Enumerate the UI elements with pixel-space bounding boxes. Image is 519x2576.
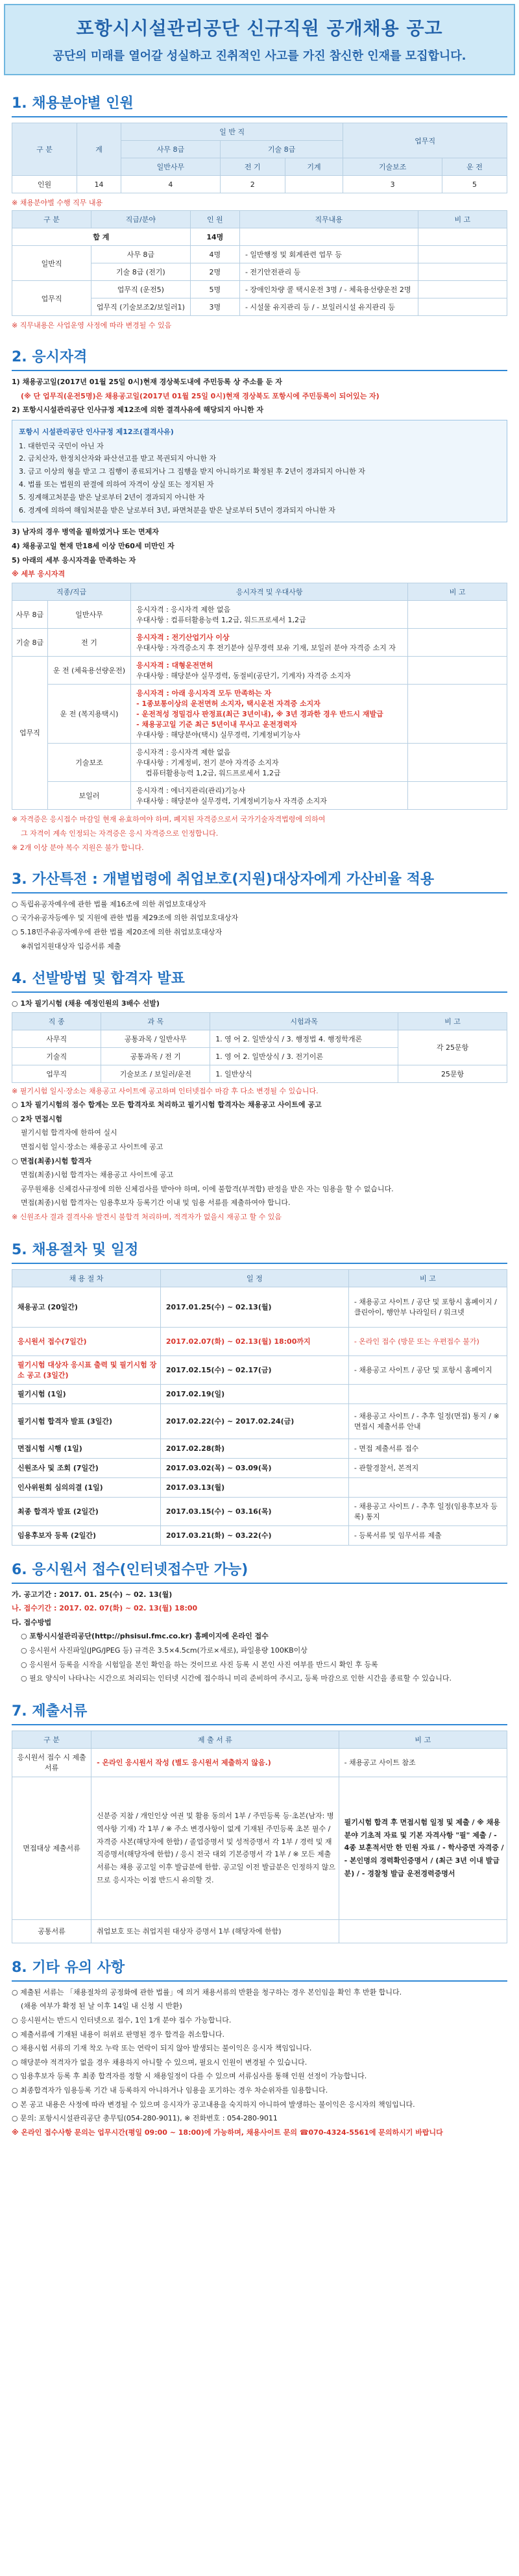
table-cell: - 시설물 유지관리 등 / - 보일러시설 유지관리 등 [239, 298, 418, 316]
table-cell: 임용후보자 등록 (2일간) [12, 1525, 161, 1545]
qual-item: 응시자격 : 에너지관리(관리)기능사 [136, 786, 246, 795]
table-cell: 기술보조 [47, 743, 130, 781]
table-header: 비 고 [348, 1269, 507, 1287]
table-cell: 각 25문항 [398, 1030, 507, 1065]
table-header: 구 분 [12, 211, 91, 228]
table-header: 직종/직급 [12, 583, 131, 600]
table-cell [418, 246, 507, 263]
table-cell: 필기시험 합격 후 면접시험 일정 및 제출 / ※ 채용분야 기초적 자료 및 기본 자격사항 "필" 제출 / - 4종 보훈적서만 한 민원 자료 / - 학사증면 자격증 / - 본인명의 경력확인증명서 / (최근 3년 이내 발급분) / - 경찰청 발급 운전경력증명서 [339, 1777, 507, 1919]
list-item: ※취업지원대상자 입증서류 제출 [21, 942, 121, 951]
table-cell: 2017.02.07(화) ~ 02.13(월) 18:00까지 [160, 1327, 348, 1355]
qual-item: 우대사항 : 자격증소지 후 전기분야 실무경력 보유 기재, 보일러 분야 자격증 소지 자 [136, 643, 396, 652]
qual-item: 응시자격 : 대형운전면허 [136, 661, 213, 670]
table-cell: - 채용공고 사이트 / 공단 및 포항시 홈페이지 / 클린아이, 행안부 나라일터 / 워크넷 [348, 1287, 507, 1327]
qualification-note: 그 자격이 계속 인정되는 자격증은 응시 자격증으로 인정합니다. [21, 829, 219, 838]
qual-item: 응시자격 : 전기산업기사 이상 [136, 633, 230, 642]
selection-line: ※ 필기시험 일시·장소는 채용공고 사이트에 공고하며 인터넷접수 마감 후 다소 변경될 수 있습니다. [12, 1086, 319, 1095]
list-item: 4. 법률 또는 법원의 판결에 의하여 자격이 상실 또는 정지된 자 [19, 480, 214, 489]
table-cell: 14명 [190, 228, 239, 246]
section-title: 7. 제출서류 [12, 1687, 507, 1725]
list-item: 6. 경계에 의하여 해임처분을 받은 날로부터 3년, 파면처분을 받은 날로부터 5년이 경과되지 아니한 자 [19, 505, 335, 515]
exam-table [12, 1012, 507, 1083]
table-cell: - 채용공고 사이트 / - 추후 일정(임용후보자 등록) 통지 [348, 1497, 507, 1525]
table-header: 사무 8급 [121, 141, 221, 158]
table-cell [408, 656, 507, 684]
table-cell: 기술보조 / 보일러/운전 [101, 1065, 210, 1082]
table-cell: 5명 [190, 281, 239, 298]
table-cell: - 온라인 응시원서 작성 (별도 응시원서 제출하지 않음.) [91, 1748, 339, 1777]
table-cell: - 온라인 접수 (방문 또는 우편접수 불가) [348, 1327, 507, 1355]
table-header: 구 분 [12, 1731, 91, 1748]
table-cell: - 채용공고 사이트 참조 [339, 1748, 507, 1777]
table-cell: 사무 8급 [91, 246, 191, 263]
selection-line: 공무원채용 신체검사규정에 의한 신체검사를 받아야 하며, 이에 불합격(부적합) 판정을 받은 자는 임용을 할 수 없습니다. [21, 1184, 394, 1193]
table-header: 시험과목 [210, 1012, 398, 1030]
table-cell: - 채용공고 사이트 / 공단 및 포항시 홈페이지 [348, 1355, 507, 1384]
table-cell: 기술 8급 (전기) [91, 263, 191, 281]
table-cell: 3 [343, 176, 442, 193]
table-cell: - 채용공고 사이트 / - 추후 일정(면접) 통지 / ※면접시 제출서류 안내 [348, 1403, 507, 1439]
table-cell [131, 684, 408, 743]
disqualification-box [12, 420, 507, 523]
table-cell: 사무직 [12, 1030, 101, 1047]
table-header: 비 고 [398, 1012, 507, 1030]
qual-item: 우대사항 : 해당분야 실무경력, 기계정비기능사 자격증 소지자 [136, 796, 327, 805]
table-cell [131, 628, 408, 656]
table-header: 인 원 [190, 211, 239, 228]
qualification-line: 5) 아래의 세부 응시자격을 만족하는 자 [12, 555, 136, 565]
section-bonus [12, 855, 507, 952]
notice-line: ○ 채용시험 서류의 기재 착오 누락 또는 연락이 되지 않아 발생되는 불이익은 응시자 책임입니다. [12, 2044, 312, 2053]
table-cell [408, 600, 507, 628]
selection-intro: ○ 1차 필기시험 (채용 예정인원의 3배수 선발) [12, 999, 160, 1008]
table-cell: 2017.02.22(수) ~ 2017.02.24(금) [160, 1403, 348, 1439]
qual-item: 우대사항 : 해당분야(택시) 실무경력, 기계정비기능사 [136, 730, 301, 739]
table-cell: 2017.02.15(수) ~ 02.17(금) [160, 1355, 348, 1384]
table-cell: 면접대상 제출서류 [12, 1777, 91, 1919]
table-cell: 기술 8급 [12, 628, 48, 656]
qualification-line: 4) 채용공고일 현재 만18세 이상 만60세 미만인 자 [12, 541, 175, 550]
table-header: 운 전 [442, 158, 507, 176]
notice-line: ※ 온라인 접수사항 문의는 업무시간(평일 09:00 ~ 18:00)에 가능하며, 채용사이트 문의 ☎070-4324-5561에 문의하시기 바랍니다 [12, 2128, 443, 2137]
table-cell: - 전기안전관리 등 [239, 263, 418, 281]
qualification-note: ※ 2개 이상 분야 복수 지원은 불가 합니다. [12, 843, 144, 852]
section-documents [12, 1687, 507, 1943]
list-item: ○ 국가유공자등예우 및 지원에 관한 법률 제29조에 의한 취업보호대상자 [12, 914, 239, 923]
application-line: ○ 필요 양식이 나타나는 시간으로 처리되는 인터넷 시간에 접수하니 미리 준비하여 주시고, 등록 마감으로 인한 시간을 종료할 수 있습니다. [21, 1674, 452, 1683]
table-cell [285, 176, 343, 193]
table-cell: 1. 영 어 2. 일반상식 / 3. 행정법 4. 행정학개론 [210, 1030, 398, 1047]
qual-item: 우대사항 : 컴퓨터활용능력 1,2급, 워드프로세서 1,2급 [136, 615, 306, 624]
table-cell: - 면접 제출서류 접수 [348, 1439, 507, 1458]
table-cell: 14 [77, 176, 121, 193]
table-cell: 신원조사 및 조회 (7일간) [12, 1458, 161, 1477]
selection-line: 필기시험 합격자에 한하여 실시 [21, 1128, 117, 1137]
section-title: 5. 채용절차 및 일정 [12, 1226, 507, 1264]
table-cell: 최종 합격자 발표 (2일간) [12, 1497, 161, 1525]
table-cell [418, 281, 507, 298]
table-cell [339, 1919, 507, 1943]
table-cell: 2017.03.13(월) [160, 1477, 348, 1497]
table-cell: 인사위원회 심의의결 (1일) [12, 1477, 161, 1497]
application-line: ○ 응시원서 등록을 시작을 시험일을 본인 확인을 하는 것이므로 사진 등록 시 본인 사진 여부를 반드시 확인 후 등록 [21, 1660, 378, 1669]
table-cell [408, 743, 507, 781]
table-header: 일 정 [160, 1269, 348, 1287]
table-cell [408, 781, 507, 809]
table-cell: 운 전 (체육용선량운전) [47, 656, 130, 684]
table-cell: 인원 [12, 176, 77, 193]
list-item: ○ 5.18민주유공자예우에 관한 법률 제20조에 의한 취업보호대상자 [12, 927, 223, 936]
qual-item: 응시자격 : 응시자격 제한 없음 [136, 747, 231, 757]
duty-table [12, 210, 507, 316]
selection-line: ○ 2차 면접시험 [12, 1114, 63, 1123]
list-item: 3. 금고 이상의 형을 받고 그 집행이 종료되거나 그 집행을 받지 아니하기로 확정된 후 2년이 경과되지 아니한 자 [19, 467, 365, 476]
table-cell [239, 228, 418, 246]
table-header: 비 고 [408, 583, 507, 600]
duty-note: ※ 채용분야별 수행 직무 내용 [12, 199, 103, 207]
table-cell: - 장애인차량 콜 택시운전 3명 / - 체육용선량운전 2명 [239, 281, 418, 298]
notice-line: ○ 문의: 포항시시설관리공단 총무팀(054-280-9011), ※ 전화번호 : 054-280-9011 [12, 2114, 278, 2123]
section-title: 2. 응시자격 [12, 333, 507, 371]
table-cell: 운 전 (복지용택시) [47, 684, 130, 743]
notice-header [4, 4, 515, 75]
section-schedule [12, 1226, 507, 1546]
table-cell: 4명 [190, 246, 239, 263]
selection-line: ※ 신원조사 결과 결격사유 발견시 불합격 처리하며, 적격자가 없을시 재공고 할 수 있음 [12, 1213, 282, 1222]
page-title: 포항시시설관리공단 신규직원 공개채용 공고 [76, 18, 443, 39]
selection-line: ○ 면접(최종)시험 합격자 [12, 1156, 91, 1165]
qual-item: - 운전적성 정밀검사 판정표(최근 3년이내), ※ 3년 경과한 경우 반드시 재발급 [136, 709, 383, 718]
table-cell: 업무직 (기술보조2/보일러1) [91, 298, 191, 316]
table-cell: 2017.03.15(수) ~ 03.16(목) [160, 1497, 348, 1525]
table-cell [131, 656, 408, 684]
table-cell [131, 600, 408, 628]
table-header: 일 반 직 [121, 123, 343, 141]
list-item: 1. 대한민국 국민이 아닌 자 [19, 441, 104, 450]
table-cell: 응시원서 접수 시 제출서류 [12, 1748, 91, 1777]
table-cell: 2017.02.28(화) [160, 1439, 348, 1458]
table-cell: 취업보호 또는 취업지원 대상자 증명서 1부 (해당자에 한함) [91, 1919, 339, 1943]
qualification-table [12, 583, 507, 810]
table-cell: 합 계 [12, 228, 191, 246]
qualification-line: (※ 단 업무직(운전5명)은 채용공고일(2017년 01월 25일 0시)현재 경상북도 포항시에 주민등록이 되어있는 자) [21, 391, 380, 400]
table-cell: 25문항 [398, 1065, 507, 1082]
notice-line: ○ 본 공고 내용은 사정에 따라 변경될 수 있으며 응시자가 공고내용을 숙지하지 아니하여 발생하는 불이익은 응시자의 책임입니다. [12, 2100, 415, 2109]
qual-item: - 채용공고일 기준 최근 5년이내 무사고 운전경력자 [136, 720, 297, 729]
selection-line: 면접(최종)시험 합격자는 임용후보자 등록기간 이내 및 임용 서류를 제출하여야 합니다. [21, 1198, 291, 1208]
box-title: 포항시 시설관리공단 인사규정 제12조(결격사유) [19, 427, 174, 436]
schedule-table [12, 1269, 507, 1546]
table-header: 기술보조 [343, 158, 442, 176]
table-header: 업무직 [343, 123, 507, 158]
table-header: 채 용 절 차 [12, 1269, 161, 1287]
table-cell: 공통과목 / 일반사무 [101, 1030, 210, 1047]
section-selection [12, 954, 507, 1223]
table-cell: 2017.03.21(화) ~ 03.22(수) [160, 1525, 348, 1545]
table-header: 직급/분야 [91, 211, 191, 228]
table-header: 구 분 [12, 123, 77, 176]
table-cell: 2 [220, 176, 285, 193]
table-cell: 공통과목 / 전 기 [101, 1047, 210, 1065]
qualification-line: 3) 남자의 경우 병역을 필하였거나 또는 면제자 [12, 528, 159, 537]
table-cell: 필기시험 (1일) [12, 1384, 161, 1403]
table-header: 응시자격 및 우대사항 [131, 583, 408, 600]
qual-item: 우대사항 : 해당분야 실무경력, 동절비(공단기, 기계자) 자격증 소지자 [136, 671, 351, 680]
table-cell: - 등록서류 및 임무서류 제출 [348, 1525, 507, 1545]
qual-item: - 1종보통이상의 운전면허 소지자, 택시운전 자격증 소지자 [136, 699, 320, 708]
section-title: 8. 기타 유의 사항 [12, 1943, 507, 1982]
table-cell: 업무직 [12, 1065, 101, 1082]
qualification-line: 2) 포항시시설관리공단 인사규정 제12조에 의한 결격사유에 해당되지 아니한 자 [12, 406, 264, 415]
table-cell: 2017.01.25(수) ~ 02.13(월) [160, 1287, 348, 1327]
table-cell: 업무직 [12, 656, 48, 809]
qual-item: 응시자격 : 아래 응시자격 모두 만족하는 자 [136, 688, 272, 698]
table-cell [408, 684, 507, 743]
table-cell: 면접시험 시행 (1일) [12, 1439, 161, 1458]
table-cell: 4 [121, 176, 221, 193]
table-cell: - 관할경찰서, 본적지 [348, 1458, 507, 1477]
table-header: 직 종 [12, 1012, 101, 1030]
table-header: 과 목 [101, 1012, 210, 1030]
table-cell: 기술직 [12, 1047, 101, 1065]
qualification-line: 1) 채용공고일(2017년 01월 25일 0시)현재 경상북도내에 주민등록 상 주소를 둔 자 [12, 378, 282, 386]
table-cell: 3명 [190, 298, 239, 316]
table-cell [418, 263, 507, 281]
application-line: 나. 접수기간 : 2017. 02. 07(화) ~ 02. 13(월) 18:00 [12, 1604, 198, 1613]
section-qualifications [12, 333, 507, 853]
duty-footnote: ※ 직무내용은 사업운영 사정에 따라 변경될 수 있음 [12, 321, 172, 330]
table-cell [348, 1477, 507, 1497]
table-cell: 일반직 [12, 246, 91, 281]
notice-line: ○ 최종합격자가 임용등록 기간 내 등록하지 아니하거나 임용을 포기하는 경우 차순위자를 임용합니다. [12, 2085, 328, 2095]
table-cell: 전 기 [47, 628, 130, 656]
notice-line: ○ 응시원서는 반드시 인터넷으로 접수, 1인 1개 분야 접수 가능합니다. [12, 2015, 232, 2024]
notice-line: ○ 제출서류에 기재된 내용이 허위로 판명된 경우 합격을 취소합니다. [12, 2030, 224, 2039]
list-item: ○ 독립유공자예우에 관한 법률 제16조에 의한 취업보호대상자 [12, 899, 206, 908]
table-header: 계 [77, 123, 121, 176]
table-header: 기술 8급 [220, 141, 343, 158]
table-header: 기계 [285, 158, 343, 176]
table-header: 비 고 [339, 1731, 507, 1748]
notice-line: ○ 해당분야 적격자가 없을 경우 채용하지 아니할 수 있으며, 필요시 인원이 변경될 수 있습니다. [12, 2058, 308, 2067]
table-cell [131, 743, 408, 781]
recruitment-table [12, 123, 507, 193]
table-header: 전 기 [220, 158, 285, 176]
table-cell: 보일러 [47, 781, 130, 809]
application-line: ○ 포항시시설관리공단(http://phsisul.fmc.co.kr) 홈페이지에 온라인 접수 [21, 1632, 269, 1641]
section-title: 4. 선발방법 및 합격자 발표 [12, 954, 507, 993]
qual-item: 컴퓨터활용능력 1,2급, 워드프로세서 1,2급 [145, 768, 281, 777]
table-header: 일반사무 [121, 158, 221, 176]
table-cell: 업무직 (운전5) [91, 281, 191, 298]
section-title: 1. 채용분야별 인원 [12, 79, 507, 117]
qualification-note: ※ 자격증은 응시접수 마감일 현재 유효하여야 하며, 폐지된 자격증으로서 국가기술자격법령에 의하여 [12, 814, 326, 823]
section-title: 6. 응시원서 접수(인터넷접수만 가능) [12, 1546, 507, 1584]
qual-item: 우대사항 : 기계정비, 전기 분야 자격증 소지자 [136, 758, 279, 767]
table-cell: 2017.02.19(일) [160, 1384, 348, 1403]
table-cell: 1. 일반상식 [210, 1065, 398, 1082]
qualification-line: ※ 세부 응시자격 [12, 570, 66, 579]
table-cell: 필기시험 합격자 발표 (3일간) [12, 1403, 161, 1439]
table-cell: 업무직 [12, 281, 91, 316]
section-title: 3. 가산특전 : 개별법령에 취업보호(지원)대상자에게 가산비율 적용 [12, 855, 507, 893]
documents-table [12, 1731, 507, 1943]
table-header: 비 고 [418, 211, 507, 228]
page-subtitle: 공단의 미래를 열어갈 성실하고 진취적인 사고를 가진 참신한 인재를 모집합니다. [53, 49, 466, 63]
table-cell [418, 228, 507, 246]
table-cell: 2명 [190, 263, 239, 281]
notice-line: ○ 임용후보자 등록 후 최종 합격자를 정할 시 채용일정이 다를 수 있으며 서류심사를 통해 인원 선정이 가능합니다. [12, 2072, 367, 2081]
table-cell: 신분증 지참 / 개인인상 여권 및 활용 동의서 1부 / 주민등록 등·초본(남자: 병역사항 기재) 각 1부 / ※ 주소 변경사항이 없게 기재된 주민등록 초본 필수 / 자격증 사본(해당자에 한함) / 졸업증명서 및 성적증명서 각 1부 / 경력 및 재직증명서(해당자에 한함) / 응시 전국 대외 기본증명서 각 1부 / ※ 모든 제출서류는 채용 공고일 이후 발급분에 한함. 공고일 이전 발급분은 인정하지 않으므로 응시자는 이점 반드시 유의할 것. [91, 1777, 339, 1919]
section-recruitment-count [12, 79, 507, 330]
list-item: 5. 징계해고처분을 받은 날로부터 2년이 경과되지 아니한 자 [19, 492, 205, 502]
notice-line: (채용 여부가 확정 된 날 이후 14일 내 신청 시 반환) [21, 2002, 182, 2011]
table-cell: 1. 영 어 2. 일반상식 / 3. 전기이론 [210, 1047, 398, 1065]
table-cell: - 일반행정 및 회계관련 업무 등 [239, 246, 418, 263]
section-application [12, 1546, 507, 1684]
selection-line: 면접시험 일시·장소는 채용공고 사이트에 공고 [21, 1143, 163, 1152]
table-cell [348, 1384, 507, 1403]
qual-item: 응시자격 : 응시자격 제한 없음 [136, 605, 231, 614]
table-header: 직무내용 [239, 211, 418, 228]
application-line: ○ 응시원서 사진파일(JPG/JPEG 등) 규격은 3.5×4.5cm(가로×세로), 파일용량 100KB이상 [21, 1646, 308, 1655]
application-line: 다. 접수방법 [12, 1618, 52, 1627]
list-item: 2. 금치산자, 한정치산자와 파산선고를 받고 복권되지 아니한 자 [19, 454, 217, 463]
table-cell: 공통서류 [12, 1919, 91, 1943]
table-cell: 일반사무 [47, 600, 130, 628]
table-cell [418, 298, 507, 316]
table-cell [408, 628, 507, 656]
application-line: 가. 공고기간 : 2017. 01. 25(수) ~ 02. 13(월) [12, 1590, 173, 1599]
table-cell: 2017.03.02(목) ~ 03.09(목) [160, 1458, 348, 1477]
notice-line: ○ 제출된 서류는 「채용절차의 공정화에 관한 법률」에 의거 채용서류의 반환을 청구하는 경우 본인임을 확인 후 반환 합니다. [12, 1987, 402, 1997]
table-cell: 응시원서 접수(7일간) [12, 1327, 161, 1355]
table-cell: 채용공고 (20일간) [12, 1287, 161, 1327]
table-cell: 5 [442, 176, 507, 193]
table-cell [131, 781, 408, 809]
table-header: 제 출 서 류 [91, 1731, 339, 1748]
selection-line: ○ 1차 필기시험의 점수 합계는 모든 합격자로 처리하고 필기시험 합격자는 채용공고 사이트에 공고 [12, 1100, 322, 1110]
section-notes [12, 1943, 507, 2139]
table-cell: 필기시험 대상자 응시표 출력 및 필기시험 장소 공고 (3일간) [12, 1355, 161, 1384]
table-cell: 사무 8급 [12, 600, 48, 628]
selection-line: 면접(최종)시험 합격자는 채용공고 사이트에 공고 [21, 1171, 174, 1180]
